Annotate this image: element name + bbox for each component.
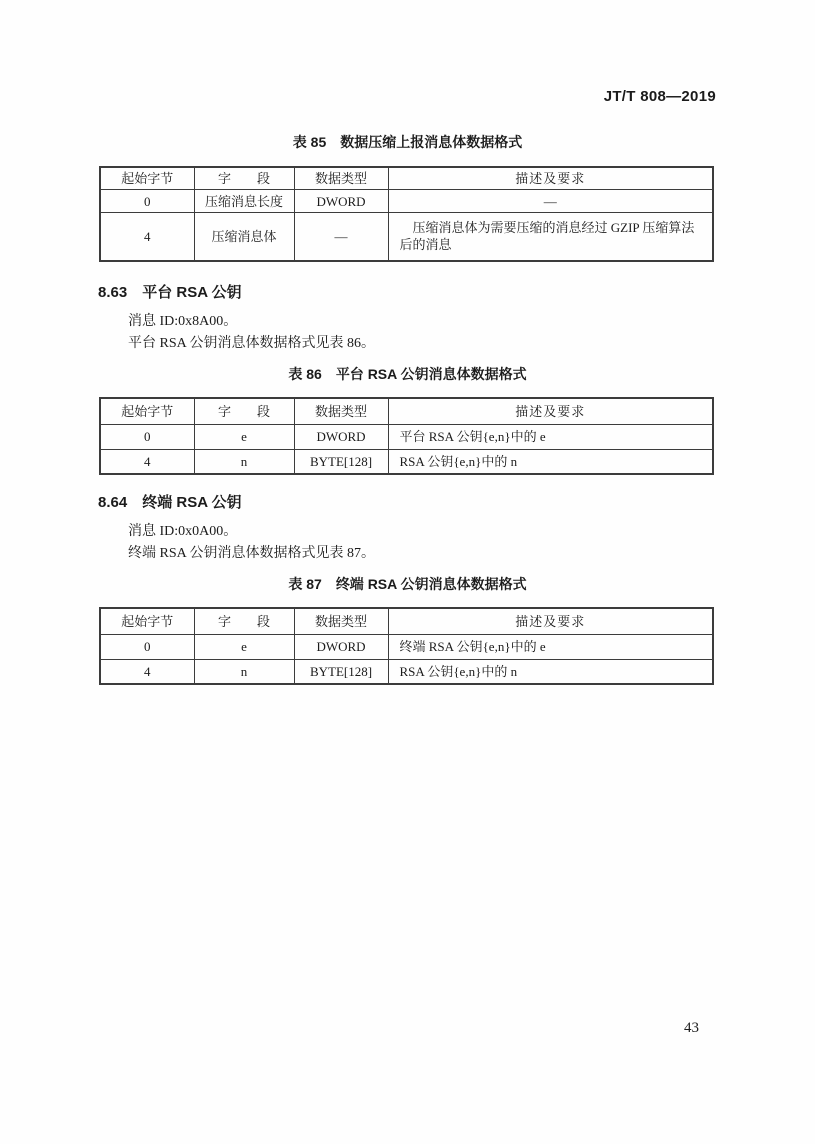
- cell-field: n: [194, 659, 294, 684]
- table-85-label: 表 85: [292, 134, 327, 150]
- table-87-title: 终端 RSA 公钥消息体数据格式: [335, 576, 527, 592]
- cell-description: RSA 公钥{e,n}中的 n: [388, 449, 713, 474]
- col-header-data-type: 数据类型: [294, 608, 388, 634]
- cell-data-type: DWORD: [294, 190, 388, 213]
- standard-code-header: JT/T 808—2019: [603, 88, 716, 105]
- table-86-label: 表 86: [288, 366, 322, 382]
- cell-description: 终端 RSA 公钥{e,n}中的 e: [388, 634, 713, 659]
- paragraph-message-id: 消息 ID:0x0A00。: [128, 524, 238, 539]
- cell-description: 平台 RSA 公钥{e,n}中的 e: [388, 424, 713, 449]
- table-87-label: 表 87: [288, 576, 322, 592]
- table-header-row: [100, 398, 713, 424]
- table-86-title: 平台 RSA 公钥消息体数据格式: [335, 366, 527, 382]
- cell-data-type: —: [294, 213, 388, 261]
- table-87: [99, 607, 714, 685]
- table-row: [100, 213, 713, 261]
- col-header-description: 描述及要求: [388, 167, 713, 190]
- col-header-data-type: 数据类型: [294, 167, 388, 190]
- cell-start-byte: 4: [100, 213, 194, 261]
- paragraph-message-id: 消息 ID:0x8A00。: [128, 314, 238, 329]
- cell-start-byte: 0: [100, 634, 194, 659]
- cell-description: —: [388, 190, 713, 213]
- table-85-title: 数据压缩上报消息体数据格式: [340, 134, 523, 150]
- cell-description: RSA 公钥{e,n}中的 n: [388, 659, 713, 684]
- cell-field: 压缩消息体: [194, 213, 294, 261]
- section-number: 8.63: [98, 284, 128, 301]
- cell-field: e: [194, 424, 294, 449]
- cell-data-type: BYTE[128]: [294, 659, 388, 684]
- paragraph-table-ref: 终端 RSA 公钥消息体数据格式见表 87。: [128, 546, 375, 561]
- table-row: [100, 449, 713, 474]
- table-row: [100, 659, 713, 684]
- cell-field: 压缩消息长度: [194, 190, 294, 213]
- cell-data-type: BYTE[128]: [294, 449, 388, 474]
- page-number: 43: [684, 1020, 699, 1036]
- table-85-caption: [0, 133, 815, 151]
- col-header-field: 字 段: [194, 608, 294, 634]
- table-header-row: [100, 608, 713, 634]
- col-header-description: 描述及要求: [388, 398, 713, 424]
- section-title: 平台 RSA 公钥: [142, 284, 242, 301]
- table-86: [99, 397, 714, 475]
- cell-field: e: [194, 634, 294, 659]
- col-header-data-type: 数据类型: [294, 398, 388, 424]
- table-85: [99, 166, 714, 262]
- table-row: [100, 424, 713, 449]
- section-number: 8.64: [98, 494, 128, 511]
- col-header-start-byte: 起始字节: [100, 398, 194, 424]
- paragraph-table-ref: 平台 RSA 公钥消息体数据格式见表 86。: [128, 336, 375, 351]
- table-86-caption: [0, 365, 815, 383]
- cell-data-type: DWORD: [294, 424, 388, 449]
- section-title: 终端 RSA 公钥: [142, 494, 242, 511]
- col-header-start-byte: 起始字节: [100, 167, 194, 190]
- cell-start-byte: 4: [100, 659, 194, 684]
- col-header-field: 字 段: [194, 167, 294, 190]
- col-header-description: 描述及要求: [388, 608, 713, 634]
- cell-start-byte: 0: [100, 424, 194, 449]
- table-row: [100, 190, 713, 213]
- table-row: [100, 634, 713, 659]
- section-heading-8-64: [98, 493, 242, 512]
- cell-field: n: [194, 449, 294, 474]
- cell-start-byte: 4: [100, 449, 194, 474]
- cell-description: 压缩消息体为需要压缩的消息经过 GZIP 压缩算法后的消息: [388, 213, 713, 261]
- col-header-field: 字 段: [194, 398, 294, 424]
- cell-data-type: DWORD: [294, 634, 388, 659]
- section-heading-8-63: [98, 283, 242, 302]
- table-87-caption: [0, 575, 815, 593]
- table-header-row: [100, 167, 713, 190]
- cell-start-byte: 0: [100, 190, 194, 213]
- col-header-start-byte: 起始字节: [100, 608, 194, 634]
